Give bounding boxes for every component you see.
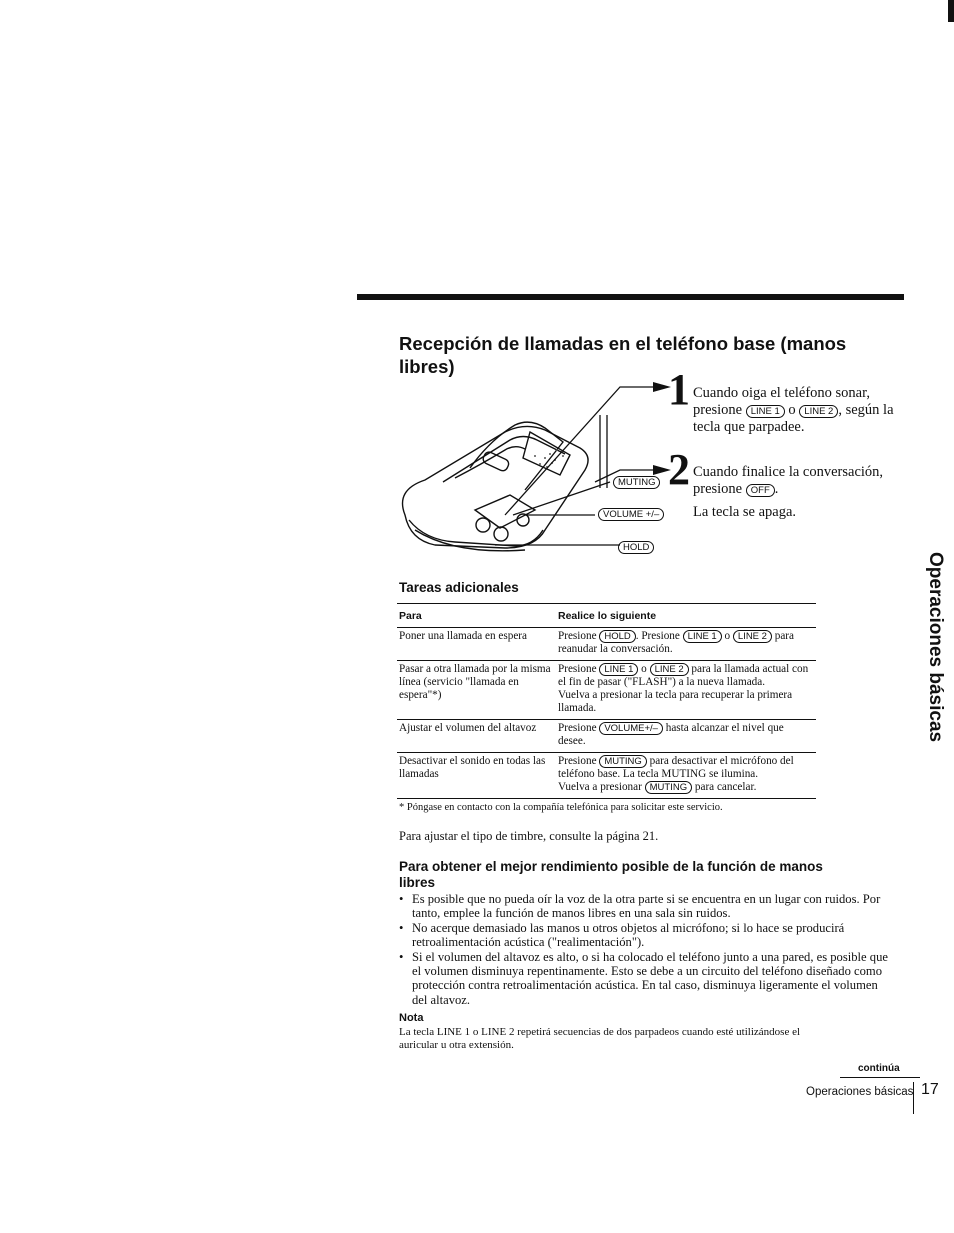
line1-key: LINE 1 — [599, 663, 638, 676]
continua-rule — [840, 1077, 920, 1078]
volume-key-label: VOLUME +/– — [598, 508, 664, 521]
muting-key: MUTING — [599, 755, 646, 768]
step-2-text: Cuando finalice la conversación, presione OFF . — [693, 464, 884, 497]
header-accion: Realice lo siguiente — [556, 604, 816, 628]
footnote: * Póngase en contacto con la compañía telefónica para solicitar este servicio. — [399, 802, 723, 813]
tasks-table — [397, 603, 816, 799]
cell-accion: Presione HOLD . Presione LINE 1 o LINE 2 para reanudar la conversación. — [556, 628, 816, 661]
nota-heading: Nota — [399, 1012, 424, 1024]
subheading-tareas: Tareas adicionales — [399, 580, 519, 595]
line1-key: LINE 1 — [683, 630, 722, 643]
page-divider — [913, 1082, 914, 1114]
cell-para: Desactivar el sonido en todas las llamadas — [397, 753, 556, 799]
tips-heading: Para obtener el mejor rendimiento posible de la función de manos libres — [399, 859, 823, 890]
tips-list — [399, 892, 894, 1007]
off-key: OFF — [746, 484, 775, 497]
muting-key: MUTING — [645, 781, 692, 794]
list-item: • Es posible que no pueda oír la voz de la otra parte si se encuentra en un lugar con ruidos. Por tanto, emplee la función de manos libres en una sala sin ruidos. — [399, 892, 894, 921]
phone-base-illustration — [395, 370, 685, 560]
volume-key: VOLUME+/– — [599, 722, 663, 735]
line2-key: LINE 2 — [650, 663, 689, 676]
line1-key: LINE 1 — [746, 405, 785, 418]
section-rule — [357, 294, 904, 300]
side-tab: Operaciones básicas — [925, 552, 946, 743]
step-1-text: Cuando oiga el teléfono sonar, presione LINE 1 o LINE 2 , según la tecla que parpadee. — [693, 385, 894, 435]
hold-key-label: HOLD — [618, 541, 654, 554]
step-2-number: 2 — [668, 445, 690, 494]
table-header — [397, 604, 816, 628]
cell-para: Poner una llamada en espera — [397, 628, 556, 661]
step-1-number: 1 — [668, 365, 690, 414]
line2-key: LINE 2 — [733, 630, 772, 643]
list-item: • Si el volumen del altavoz es alto, o si ha colocado el teléfono junto a una pared, es posible que el volumen disminuya repentinamente. Esto se debe a un circuito del teléfono diseñado como protección contra retroalimentación acústica. En tal caso, disminuya ligeramente el volumen del altavoz. — [399, 950, 894, 1008]
muting-key-label: MUTING — [613, 476, 660, 489]
hold-key: HOLD — [599, 630, 635, 643]
continua-label: continúa — [858, 1063, 900, 1074]
step-2-result: La tecla se apaga. — [693, 504, 797, 520]
header-para: Para — [397, 604, 556, 628]
table-row — [397, 720, 816, 753]
section-title: Recepción de llamadas en el teléfono base (manos libres) — [399, 333, 847, 377]
cell-accion: Presione MUTING para desactivar el micrófono del teléfono base. La tecla MUTING se ilumina. Vuelva a presionar MUTING para cancelar. — [556, 753, 816, 799]
line2-key: LINE 2 — [799, 405, 838, 418]
table-row — [397, 661, 816, 720]
page-number: 17 — [921, 1081, 939, 1098]
table-row — [397, 628, 816, 661]
nota-text: La tecla LINE 1 o LINE 2 repetirá secuencias de dos parpadeos cuando esté utilizándose el auricular u otra extensión. — [399, 1026, 801, 1051]
corner-mark — [948, 0, 954, 22]
cell-para: Pasar a otra llamada por la misma línea (servicio "llamada en espera"*) — [397, 661, 556, 720]
footer-section: Operaciones básicas — [806, 1086, 914, 1098]
table-row — [397, 753, 816, 799]
cell-accion: Presione VOLUME+/– hasta alcanzar el nivel que desee. — [556, 720, 816, 753]
cell-para: Ajustar el volumen del altavoz — [397, 720, 556, 753]
ringer-note: Para ajustar el tipo de timbre, consulte la página 21. — [399, 829, 659, 843]
cell-accion: Presione LINE 1 o LINE 2 para la llamada actual con el fin de pasar ("FLASH") a la nueva llamada. Vuelva a presionar la tecla para recuperar la primera llamada. — [556, 661, 816, 720]
list-item: • No acerque demasiado las manos u otros objetos al micrófono; si lo hace se producirá retroalimentación acústica ("realimentación"). — [399, 921, 894, 950]
